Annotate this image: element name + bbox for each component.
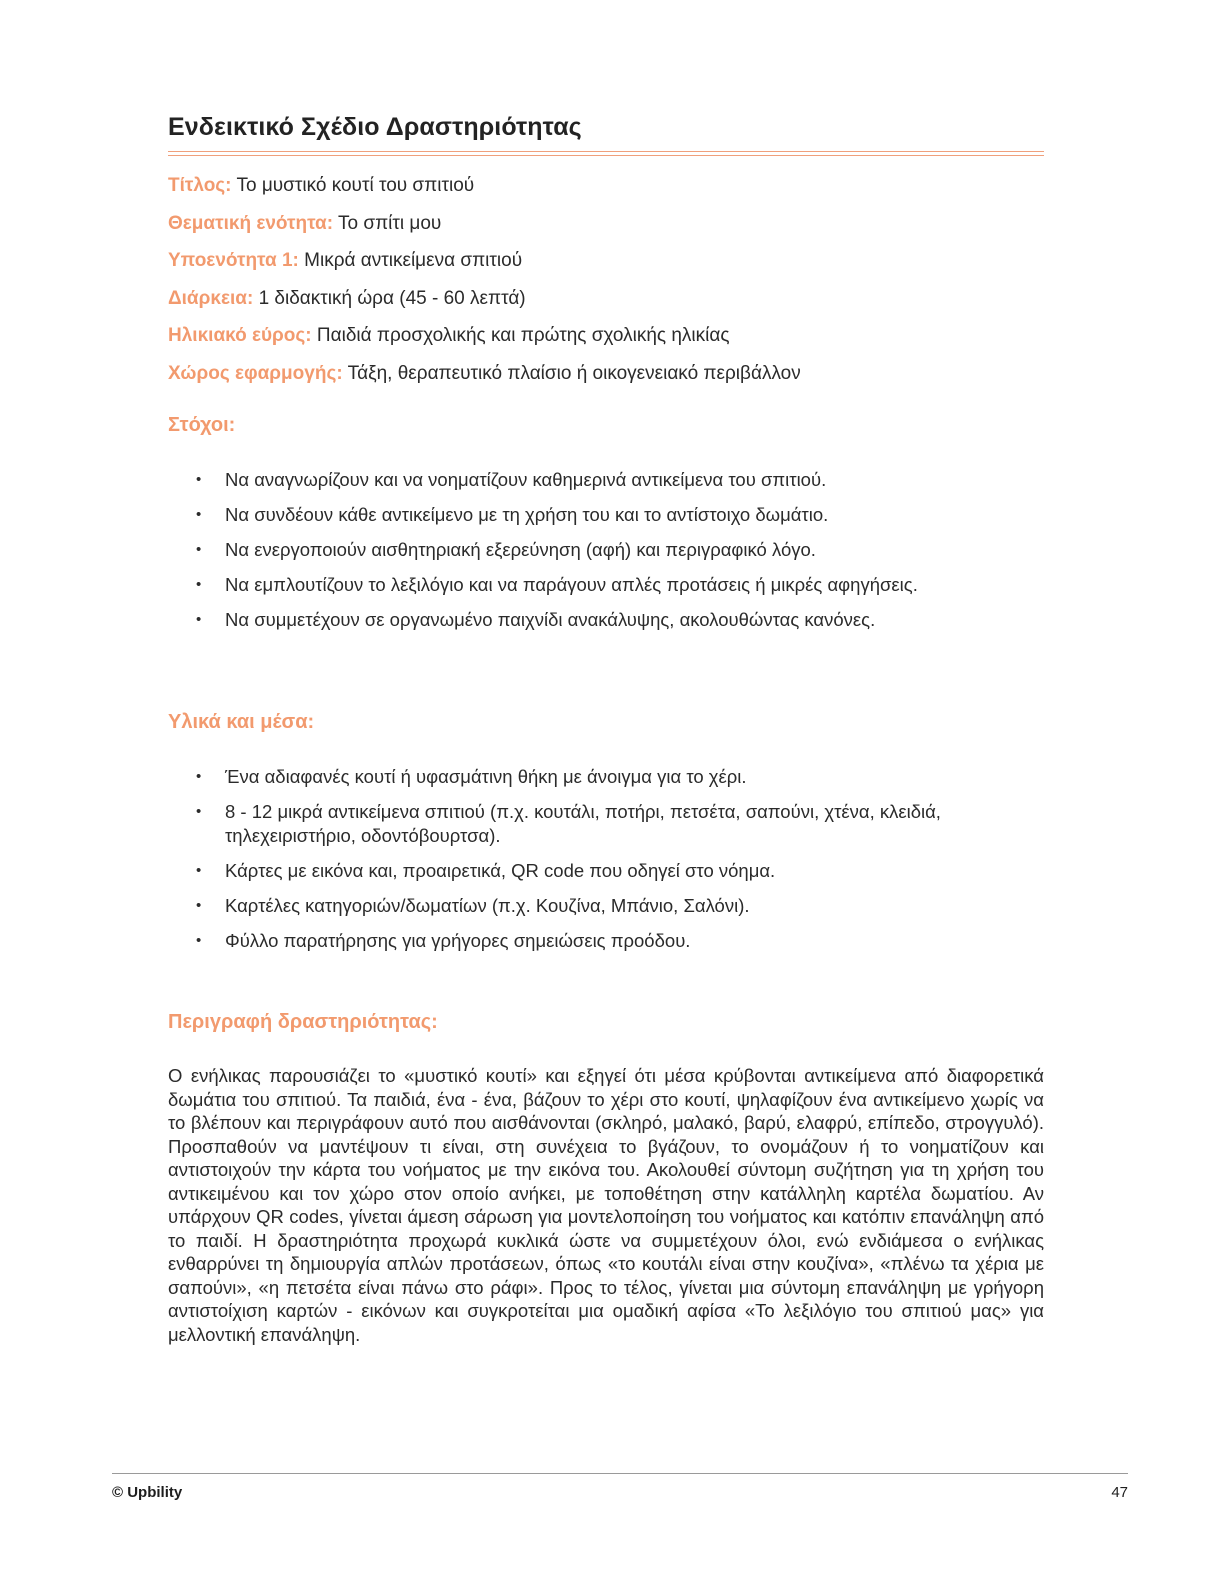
list-item <box>196 503 976 527</box>
meta-label: Τίτλος: <box>168 175 232 196</box>
materials-list <box>196 765 976 953</box>
meta-value: Παιδιά προσχολικής και πρώτης σχολικής ηλικίας <box>316 325 730 346</box>
meta-row-theme <box>168 209 1044 247</box>
bullet-icon: • <box>196 768 202 785</box>
list-item <box>196 608 976 632</box>
list-item-text: Να συμμετέχουν σε οργανωμένο παιχνίδι ανακάλυψης, ακολουθώντας κανόνες. <box>225 609 876 630</box>
list-item-text: Κάρτες με εικόνα και, προαιρετικά, QR code που οδηγεί στο νόημα. <box>225 860 776 881</box>
meta-row-setting <box>168 359 1044 397</box>
meta-row-title <box>168 171 1044 209</box>
meta-row-subunit <box>168 246 1044 284</box>
description-paragraph: Ο ενήλικας παρουσιάζει το «μυστικό κουτί» και εξηγεί ότι μέσα κρύβονται αντικείμενα από διαφορετικά δωμάτια του σπιτιού. Τα παιδιά, ένα - ένα, βάζουν το χέρι στο κουτί, ψηλαφίζουν ένα αντικείμενο χωρίς να το βλέπουν και περιγράφουν αυτό που αισθάνονται (σκληρό, μαλακό, βαρύ, ελαφρύ, επίπεδο, στρογγυλό). Προσπαθούν να μαντέψουν τι είναι, στη συνέχεια το βγάζουν, το ονομάζουν ή το νοηματίζουν και αντιστοιχούν την κάρτα του νοήματος με την εικόνα του. Ακολουθεί σύντομη συζήτηση για τη χρήση του αντικειμένου και τον χώρο στον οποίο ανήκει, με τοποθέτηση στην κατάλληλη καρτέλα δωματίου. Αν υπάρχουν QR codes, γίνεται άμεση σάρωση για μοντελοποίηση του νοήματος και κατόπιν επανάληψη από το παιδί. Η δραστηριότητα προχωρά κυκλικά ώστε να συμμετέχουν όλοι, ενώ ενδιάμεσα ο ενήλικας ενθαρρύνει τη δημιουργία απλών προτάσεων, όπως «το κουτάλι είναι στην κουζίνα», «πλένω τα χέρια με σαπούνι», «η πετσέτα είναι πάνω στο ράφι». Προς το τέλος, γίνεται μια σύντομη επανάληψη με γρήγορη αντιστοίχιση καρτών - εικόνων και συγκροτείται μια ομαδική αφίσα «Το λεξιλόγιο του σπιτιού μας» για μελλοντική επανάληψη. <box>168 1065 1044 1345</box>
list-item <box>196 894 976 918</box>
meta-row-age-range <box>168 321 1044 359</box>
list-item <box>196 800 945 848</box>
list-item <box>196 468 976 492</box>
bullet-icon: • <box>196 932 202 949</box>
list-item <box>196 859 976 883</box>
page-number: 47 <box>1111 1484 1128 1501</box>
bullet-icon: • <box>196 862 202 879</box>
bullet-icon: • <box>196 803 202 820</box>
list-item-text: Να αναγνωρίζουν και να νοηματίζουν καθημερινά αντικείμενα του σπιτιού. <box>225 469 827 490</box>
footer-copyright: © Upbility <box>112 1484 183 1501</box>
list-item <box>196 538 976 562</box>
list-item-text: Φύλλο παρατήρησης για γρήγορες σημειώσεις προόδου. <box>225 930 691 951</box>
meta-value: Μικρά αντικείμενα σπιτιού <box>304 250 523 271</box>
bullet-icon: • <box>196 611 202 628</box>
list-item-text: Να συνδέουν κάθε αντικείμενο με τη χρήση του και το αντίστοιχο δωμάτιο. <box>225 504 829 525</box>
bullet-icon: • <box>196 541 202 558</box>
meta-label: Υποενότητα 1: <box>168 250 299 271</box>
list-item <box>196 929 976 953</box>
activity-meta <box>168 171 1044 396</box>
goals-title: Στόχοι: <box>168 414 236 436</box>
meta-value: 1 διδακτική ώρα (45 - 60 λεπτά) <box>258 287 526 309</box>
meta-value: Το μυστικό κουτί του σπιτιού <box>236 175 475 196</box>
list-item-text: Να ενεργοποιούν αισθητηριακή εξερεύνηση (αφή) και περιγραφικό λόγο. <box>225 539 816 560</box>
meta-label: Διάρκεια: <box>168 287 254 309</box>
bullet-icon: • <box>196 576 202 593</box>
meta-row-duration <box>168 284 1044 322</box>
bullet-icon: • <box>196 471 202 488</box>
page-heading: Ενδεικτικό Σχέδιο Δραστηριότητας <box>168 113 582 141</box>
list-item <box>196 765 976 789</box>
list-item-text: Να εμπλουτίζουν το λεξιλόγιο και να παράγουν απλές προτάσεις ή μικρές αφηγήσεις. <box>225 574 918 595</box>
meta-label: Χώρος εφαρμογής: <box>168 362 343 384</box>
bullet-icon: • <box>196 506 202 523</box>
list-item-text: Καρτέλες κατηγοριών/δωματίων (π.χ. Κουζίνα, Μπάνιο, Σαλόνι). <box>225 895 750 916</box>
list-item-text: 8 - 12 μικρά αντικείμενα σπιτιού (π.χ. κουτάλι, ποτήρι, πετσέτα, σαπούνι, χτένα, κλειδιά, τηλεχειριστήριο, οδοντόβουρτσα). <box>225 801 941 846</box>
meta-value: Το σπίτι μου <box>337 212 442 234</box>
meta-label: Ηλικιακό εύρος: <box>168 325 312 346</box>
meta-value: Τάξη, θεραπευτικό πλαίσιο ή οικογενειακό περιβάλλον <box>347 362 801 384</box>
footer-divider <box>112 1473 1128 1474</box>
bullet-icon: • <box>196 897 202 914</box>
meta-label: Θεματική ενότητα: <box>168 212 334 234</box>
materials-title: Υλικά και μέσα: <box>168 711 315 733</box>
heading-underline <box>168 151 1044 156</box>
list-item-text: Ένα αδιαφανές κουτί ή υφασμάτινη θήκη με άνοιγμα για το χέρι. <box>225 766 747 787</box>
description-title: Περιγραφή δραστηριότητας: <box>168 1011 438 1033</box>
goals-list <box>196 468 976 632</box>
list-item <box>196 573 945 597</box>
